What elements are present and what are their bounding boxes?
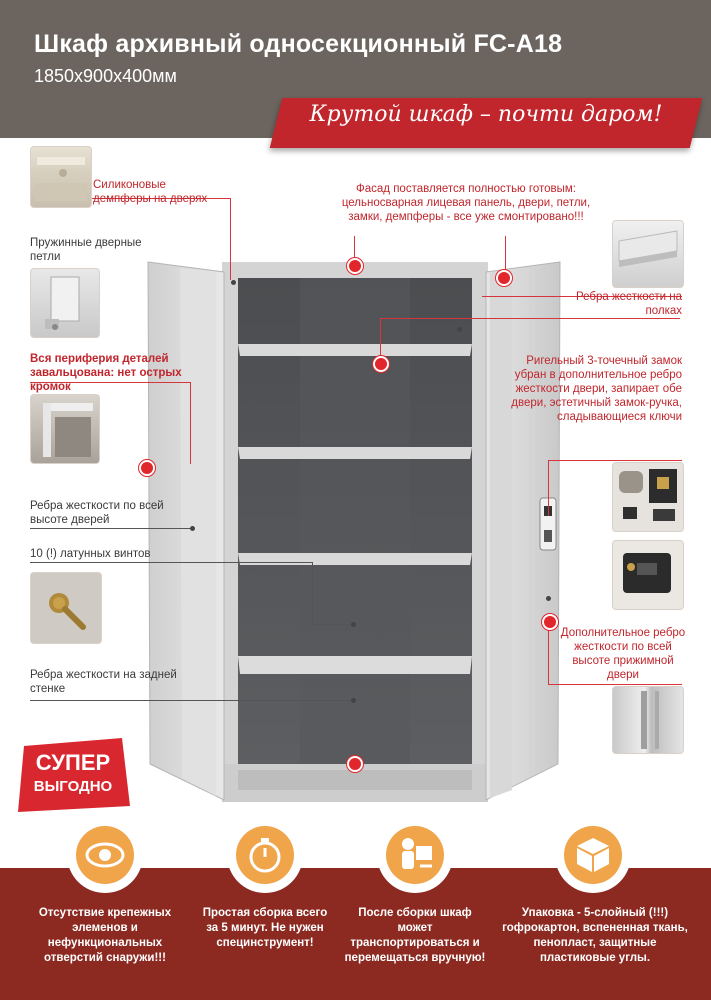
badge-line1: СУПЕР bbox=[35, 750, 111, 775]
hotspot-dot[interactable] bbox=[496, 270, 512, 286]
label-screws: 10 (!) латунных винтов bbox=[30, 548, 151, 560]
hinge-photo bbox=[30, 268, 100, 338]
hotspot-dot[interactable] bbox=[347, 756, 363, 772]
shelf-4 bbox=[238, 656, 472, 674]
feature-text-2: Простая сборка всего за 5 минут. Не нужен специнструмент! bbox=[202, 907, 328, 949]
shelf-2 bbox=[238, 447, 472, 459]
damper-photo bbox=[30, 146, 92, 208]
marker-dot bbox=[351, 698, 356, 703]
connector-line bbox=[190, 382, 191, 464]
hotspot-dot[interactable] bbox=[542, 614, 558, 630]
door-rib-photo bbox=[612, 686, 684, 754]
label-dampers: Силиконовые демпферы на дверях bbox=[93, 179, 208, 205]
marker-dot bbox=[457, 327, 462, 332]
label-back-ribs: Ребра жесткости на задней стенке bbox=[30, 669, 177, 695]
screw-photo bbox=[30, 572, 102, 644]
hotspot-dot[interactable] bbox=[373, 356, 389, 372]
connector-line bbox=[548, 460, 549, 516]
connector-line bbox=[30, 700, 352, 701]
box-icon bbox=[564, 826, 622, 884]
feature-text-1: Отсутствие крепежных элеменов и нефункциональных отверстий снаружи!!! bbox=[38, 907, 172, 964]
connector-line bbox=[380, 318, 680, 319]
badge-line2: ВЫГОДНО bbox=[33, 778, 113, 795]
connector-line bbox=[312, 562, 313, 624]
eye-icon bbox=[76, 826, 134, 884]
connector-line bbox=[548, 684, 682, 685]
product-dimensions: 1850х900х400мм bbox=[34, 66, 177, 86]
connector-line bbox=[312, 624, 354, 625]
connector-line bbox=[30, 528, 192, 529]
slogan-text: Крутой шкаф – почти даром! bbox=[309, 102, 663, 127]
edge-photo bbox=[30, 394, 100, 464]
stopwatch-icon bbox=[236, 826, 294, 884]
lock-mechanism-photo bbox=[612, 540, 684, 610]
feature-text-3: После сборки шкаф может транспортироваться и перемещаться вручную! bbox=[344, 907, 486, 964]
connector-line bbox=[30, 562, 312, 563]
connector-line bbox=[230, 198, 231, 280]
marker-dot bbox=[231, 280, 236, 285]
connector-line bbox=[548, 460, 682, 461]
marker-dot bbox=[190, 526, 195, 531]
lock-photo bbox=[612, 462, 684, 532]
shelf-1 bbox=[238, 344, 472, 356]
hotspot-dot[interactable] bbox=[139, 460, 155, 476]
label-hinges: Пружинные дверные петли bbox=[30, 237, 142, 263]
product-title: Шкаф архивный односекционный FC-A18 bbox=[34, 30, 563, 58]
shelf-rib-photo bbox=[612, 220, 684, 288]
mover-icon bbox=[386, 826, 444, 884]
shelf-3 bbox=[238, 553, 472, 565]
label-lock: Ригельный 3-точечный замок убран в дополнительное ребро жесткости двери, запирает обе двери, эстетичный замок-ручка, сладывающиеся ключи bbox=[511, 355, 682, 423]
label-door-ribs: Ребра жесткости по всей высоте дверей bbox=[30, 500, 164, 526]
marker-dot bbox=[546, 596, 551, 601]
marker-dot bbox=[351, 622, 356, 627]
label-shelf-ribs: Ребра жесткости на полках bbox=[575, 291, 682, 317]
label-edges: Вся периферия деталей завальцована: нет острых кромок bbox=[30, 353, 182, 393]
label-facade: Фасад поставляется полностью готовым: цельносварная лицевая панель, двери, петли, замки, демпферы - все уже смонтировано!!! bbox=[341, 183, 591, 223]
feature-text-4: Упаковка - 5-слойный (!!!) гофрокартон, вспененная ткань, пенопласт, защитные пластиковые углы. bbox=[502, 907, 688, 964]
hotspot-dot[interactable] bbox=[347, 258, 363, 274]
label-extra-rib: Дополнительное ребро жесткости по всей высоте прижимной двери bbox=[560, 627, 686, 681]
